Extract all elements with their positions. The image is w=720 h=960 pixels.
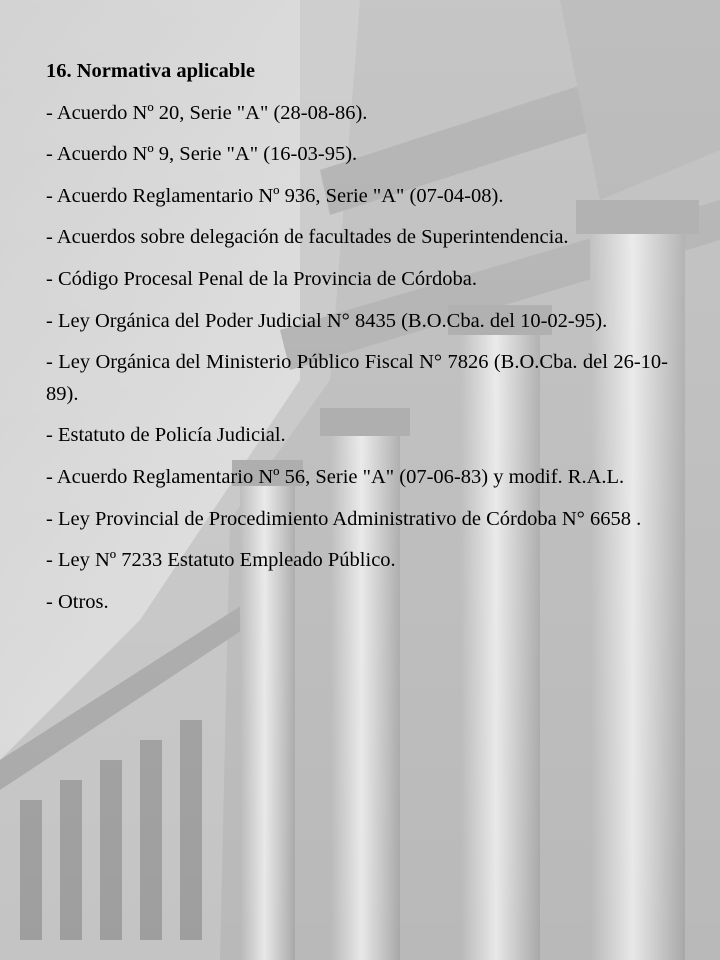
list-item: - Acuerdo Nº 9, Serie "A" (16-03-95). — [46, 143, 358, 166]
list-item: - Ley Orgánica del Ministerio Público Fiscal N° 7826 (B.O.Cba. del 26-10-89). — [46, 351, 668, 405]
list-item: - Ley Orgánica del Poder Judicial N° 8435 (B.O.Cba. del 10-02-95). — [46, 309, 608, 332]
list-item: - Ley Provincial de Procedimiento Administrativo de Córdoba N° 6658 . — [46, 507, 642, 530]
list-item: - Acuerdos sobre delegación de facultades de Superintendencia. — [46, 226, 569, 249]
list-item: - Otros. — [46, 590, 109, 613]
list-item: - Estatuto de Policía Judicial. — [46, 424, 286, 447]
document-body — [46, 56, 668, 628]
list-item: - Código Procesal Penal de la Provincia de Córdoba. — [46, 267, 477, 290]
list-item: - Acuerdo Reglamentario Nº 936, Serie "A" (07-04-08). — [46, 184, 504, 207]
list-item: - Acuerdo Nº 20, Serie "A" (28-08-86). — [46, 101, 368, 124]
list-item: - Ley Nº 7233 Estatuto Empleado Público. — [46, 549, 396, 572]
list-item: - Acuerdo Reglamentario Nº 56, Serie "A" (07-06-83) y modif. R.A.L. — [46, 465, 625, 488]
section-title: 16. Normativa aplicable — [46, 60, 255, 82]
